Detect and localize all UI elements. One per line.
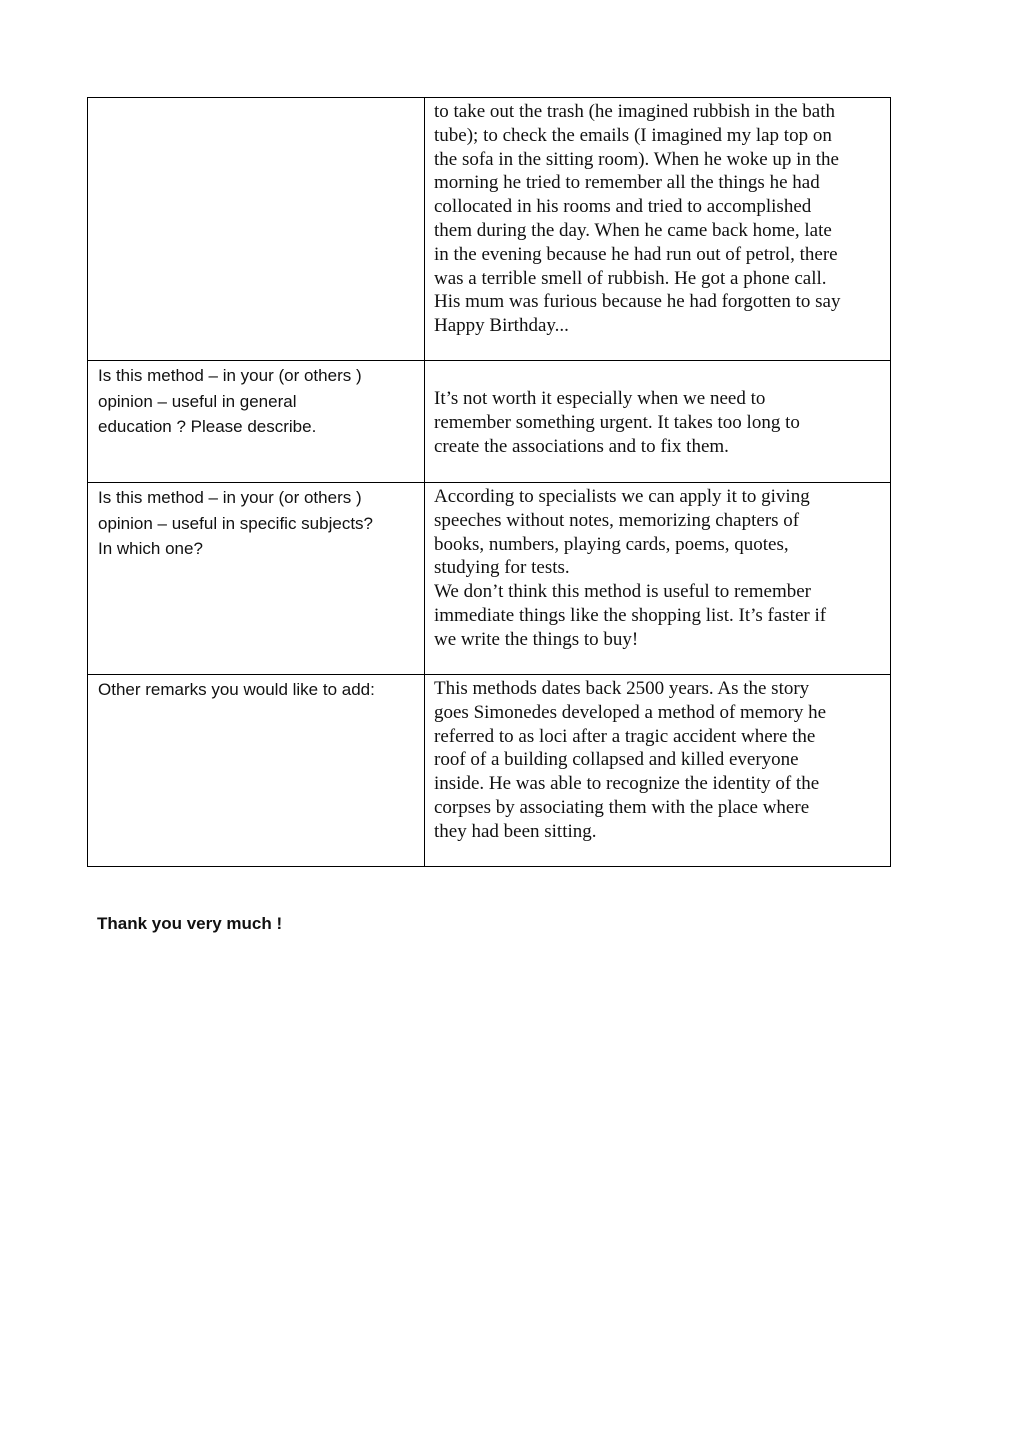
answer-text: This methods dates back 2500 years. As the story goes Simonedes developed a method of memory he referred to as loci after a tragic accident where the roof of a building collapsed and killed everyone inside. He was able to recognize the identity of the corpses by associating them with the place where they had been sitting. — [434, 678, 827, 842]
answer-text: According to specialists we can apply it to giving speeches without notes, memorizing chapters of books, numbers, playing cards, poems, quotes, studying for tests. We don’t think this method is useful to remember immediate things like the shopping list. It’s faster if we write the things to buy! — [434, 486, 827, 650]
answer-cell — [425, 98, 891, 361]
answer-text: to take out the trash (he imagined rubbish in the bath tube); to check the emails (I imagined my lap top on the sofa in the sitting room). When he woke up in the morning he tried to remember all the things he had collocated in his rooms and tried to accomplished them during the day. When he came back home, late in the evening because he had run out of petrol, there was a terrible smell of rubbish. He got a phone call. His mum was furious because he had forgotten to say Happy Birthday... — [434, 101, 841, 337]
answer-cell — [425, 675, 891, 867]
question-text: Other remarks you would like to add: — [98, 680, 375, 699]
table-row — [88, 361, 891, 483]
question-text — [88, 98, 424, 100]
answer-cell — [425, 361, 891, 483]
question-text: Is this method – in your (or others ) opinion – useful in general education ? Please describe. — [98, 366, 362, 436]
question-cell — [88, 675, 425, 867]
question-cell — [88, 361, 425, 483]
question-cell — [88, 483, 425, 675]
answer-cell — [425, 483, 891, 675]
question-text: Is this method – in your (or others ) opinion – useful in specific subjects? In which one? — [98, 488, 373, 558]
closing-note: Thank you very much ! — [97, 914, 283, 933]
table-row — [88, 483, 891, 675]
question-cell — [88, 98, 425, 361]
answer-text: It’s not worth it especially when we need to remember something urgent. It takes too long to create the associations and to fix them. — [434, 388, 800, 457]
questionnaire-table — [87, 97, 891, 867]
table-row — [88, 98, 891, 361]
table-row — [88, 675, 891, 867]
